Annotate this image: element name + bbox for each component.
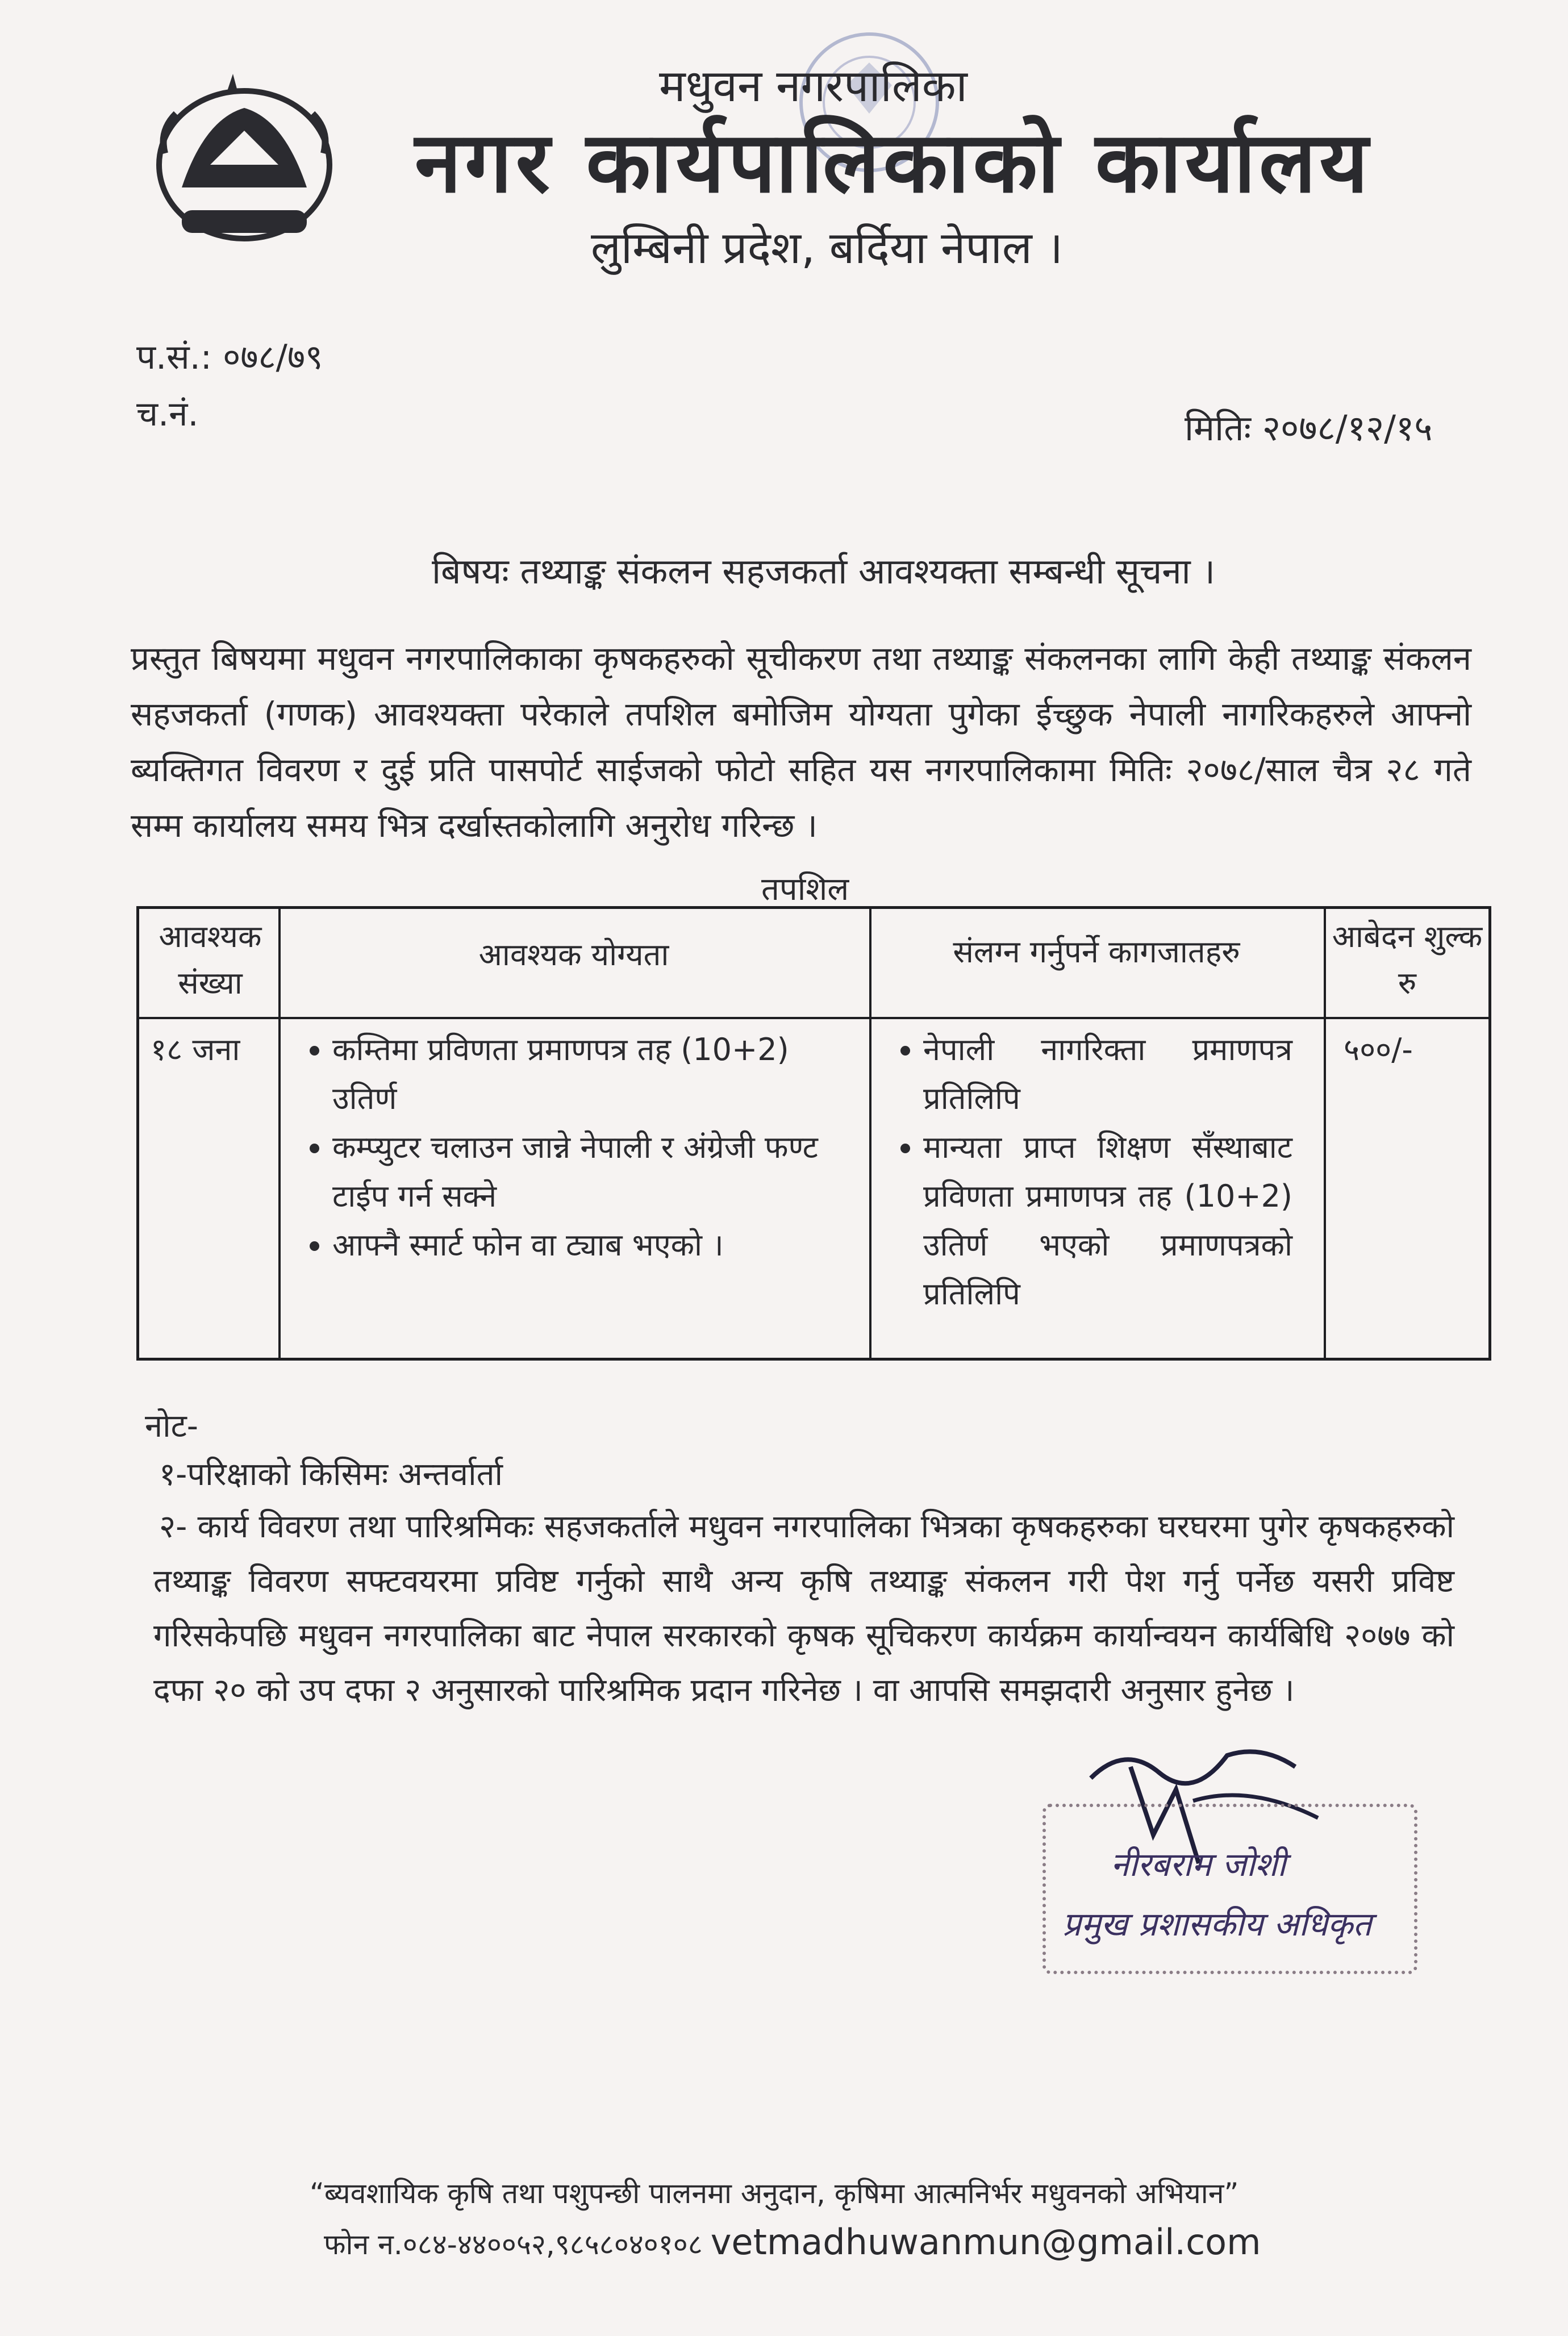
row-fee: ५००/- — [1344, 1032, 1413, 1067]
signatory-title: प्रमुख प्रशासकीय अधिकृत — [1062, 1905, 1372, 1943]
notice-body: प्रस्तुत बिषयमा मधुवन नगरपालिकाका कृषकहरुको सूचीकरण तथा तथ्याङ्क संकलनका लागि केही तथ्याङ्क संकलन सहजकर्ता (गणक) आवश्यक्ता परेकाले तपशिल बमोजिम योग्यता पुगेका ईच्छुक नेपाली नागरिकहरुले आफ्नो ब्यक्तिगत विवरण र दुई प्रति पासपोर्ट साईजको फोटो सहित यस नगरपालिकामा मितिः २०७८/साल चैत्र २८ गते सम्म कार्यालय समय भित्र दर्खास्तकोलागि अनुरोध गरिन्छ । — [131, 639, 1471, 845]
table-caption: तपशिल — [761, 871, 849, 908]
table-divider — [278, 909, 281, 1358]
signatory-name: नीरबराम जोशी — [1111, 1845, 1286, 1884]
list-item: • कम्प्युटर चलाउन जान्ने नेपाली र अंग्रेजी फण्ट टाईप गर्न सक्ने — [332, 1123, 844, 1221]
notice-date: मितिः २०७८/१२/१५ — [1185, 407, 1433, 449]
note-item: २- कार्य विवरण तथा पारिश्रमिकः सहजकर्ताले मधुवन नगरपालिका भित्रका कृषकहरुका घरघरमा पुगेर कृषकहरुको तथ्याङ्क विवरण सफ्टवयरमा प्रविष्ट गर्नुको साथै अन्य कृषि तथ्याङ्क संकलन गरी पेश गर्नु पर्नेछ यसरी प्रविष्ट गरिसकेपछि मधुवन नगरपालिका बाट नेपाल सरकारको कृषक सूचिकरण कार्यक्रम कार्यान्वयन कार्यबिधि २०७७ को दफा २० को उप दफा २ अनुसारको पारिश्रमिक प्रदान गरिनेछ । वा आपसि समझदारी अनुसार हुनेछ । — [153, 1508, 1454, 1709]
header-fee: आबेदन शुल्क रु — [1332, 919, 1483, 1001]
reference-number: प.सं.: ०७८/७९ — [136, 337, 323, 377]
dispatch-number: च.नं. — [136, 394, 199, 434]
municipality-name: मधुवन नगरपालिका — [659, 61, 968, 112]
list-item: • नेपाली नागरिक्ता प्रमाणपत्र प्रतिलिपि — [923, 1025, 1292, 1123]
header-documents: संलग्न गर्नुपर्ने कागजातहरु — [953, 934, 1240, 970]
header-qualification: आवश्यक योग्यता — [478, 937, 669, 973]
note-item: १-परिक्षाको किसिमः अन्तर्वार्ता — [159, 1456, 503, 1493]
list-item: • मान्यता प्राप्त शिक्षण सँस्थाबाट प्रविणता प्रमाणपत्र तह (10+2) उतिर्ण भएको प्रमाणपत्रको प्रतिलिपि — [923, 1123, 1292, 1319]
note-heading: नोट- — [145, 1408, 199, 1445]
header-count: आवश्यक संख्या — [159, 919, 262, 1001]
notice-subject: बिषयः तथ्याङ्क संकलन सहजकर्ता आवश्यक्ता सम्बन्धी सूचना । — [432, 550, 1215, 592]
table-divider — [1324, 909, 1326, 1358]
nepal-emblem-icon — [142, 68, 347, 250]
official-stamp — [1042, 1804, 1417, 1974]
documents-list — [872, 1025, 1292, 1319]
office-address: लुम्बिनी प्रदेश, बर्दिया नेपाल । — [591, 223, 1064, 274]
requirements-table — [136, 906, 1491, 1361]
row-count: १८ जना — [151, 1032, 240, 1067]
table-header-divider — [139, 1017, 1488, 1019]
footer-slogan: “ब्यवशायिक कृषि तथा पशुपन्छी पालनमा अनुदान, कृषिमा आत्मनिर्भर मधुवनको अभियान” — [310, 2177, 1239, 2210]
list-item: • आफ्नै स्मार्ट फोन वा ट्याब भएको । — [332, 1221, 844, 1270]
qualification-list — [281, 1025, 844, 1270]
footer-email: vetmadhuwanmun@gmail.com — [710, 2221, 1261, 2263]
office-title: नगर कार्यपालिकाको कार्यालय — [415, 114, 1372, 211]
footer-phone: फोन न.०८४-४४००५२,९८५८०४०१०८ — [324, 2228, 703, 2261]
table-divider — [869, 909, 871, 1358]
footer-contact — [324, 2221, 1261, 2263]
list-item: • कम्तिमा प्रविणता प्रमाणपत्र तह (10+2) उतिर्ण — [332, 1025, 844, 1123]
